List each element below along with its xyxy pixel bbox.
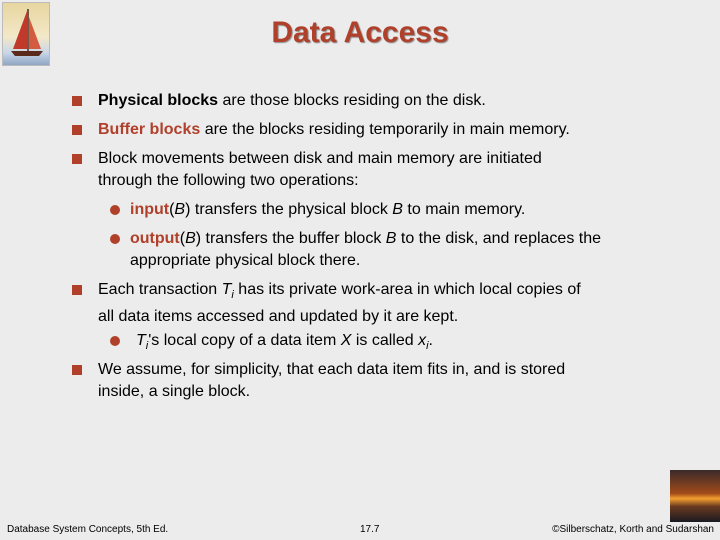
sub-bullet-input: input(B) transfers the physical block B to main memory. [130,201,526,218]
footer-course-title: Database System Concepts, 5th Ed. [7,524,169,535]
footer-copyright: ©Silberschatz, Korth and Sudarshan [552,524,714,535]
bullet-transaction-workarea: Each transaction $T_i$ has its private work-area in which local copies of all data items accessed and updated by it are kept. [98,281,581,326]
bullet-square-icon [72,125,82,135]
bullet-square-icon [72,96,82,106]
bullet-square-icon [72,154,82,164]
bullet-square-icon [72,365,82,375]
slide-title: Data Access [271,16,449,49]
bullet-dot-icon [110,336,120,346]
sub-bullet-local-copy: $T_i's$ local copy of a data item X is called $x_i$. [136,332,433,353]
bullet-single-block-assumption: We assume, for simplicity, that each data item fits in, and is stored inside, a single block. [98,361,566,400]
footer-slide-number: 17.7 [360,524,380,535]
bullet-dot-icon [110,234,120,244]
bullet-dot-icon [110,205,120,215]
sub-bullet-output: output(B) transfers the buffer block B to the disk, and replaces the appropriate physical block there. [130,230,602,269]
bullet-physical-blocks: Physical blocks are those blocks residing on the disk. [98,92,486,109]
sunset-image-icon [670,470,720,522]
bullet-block-movements: Block movements between disk and main memory are initiated through the following two operations: [98,150,542,189]
bullet-buffer-blocks: Buffer blocks are the blocks residing temporarily in main memory. [98,121,570,138]
bullet-square-icon [72,285,82,295]
